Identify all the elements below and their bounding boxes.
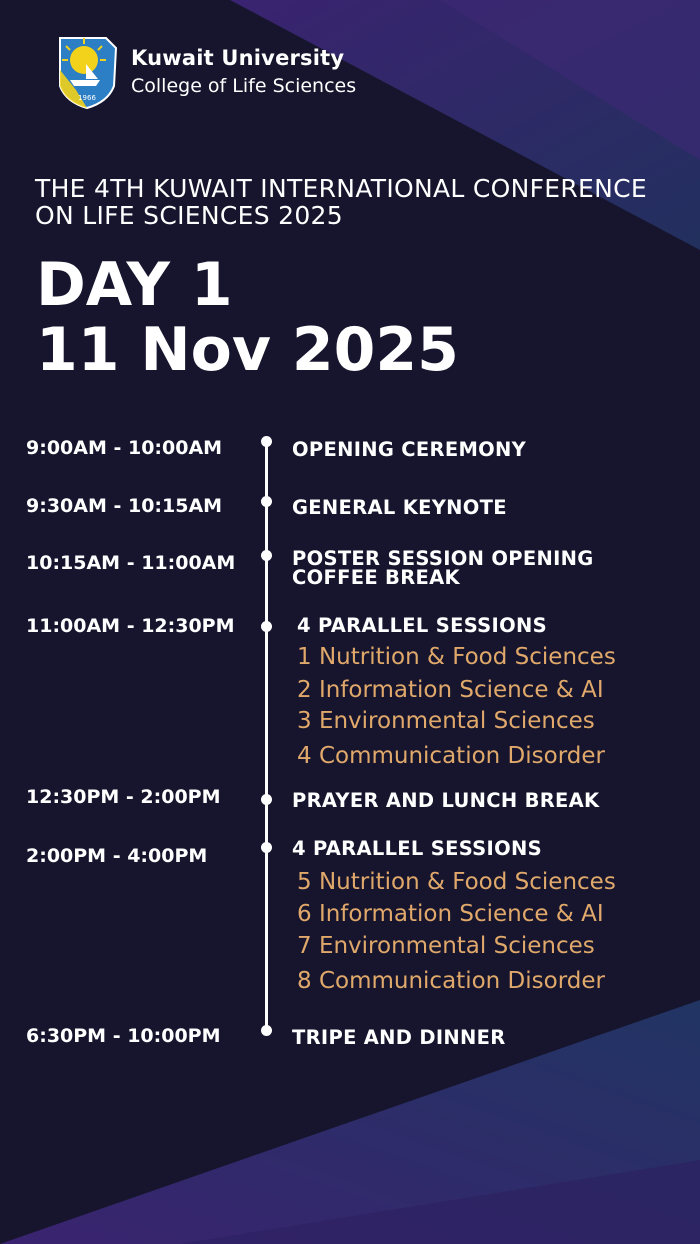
timeline-dot: [261, 550, 272, 561]
timeline-dot: [261, 842, 272, 853]
schedule-time: 10:15AM - 11:00AM: [26, 552, 236, 574]
logo-year: 1966: [78, 94, 96, 102]
timeline-dot: [261, 621, 272, 632]
session-item: 4 Communication Disorder: [297, 743, 605, 769]
session-item: 8 Communication Disorder: [297, 968, 605, 994]
day-label: DAY 1: [36, 250, 233, 320]
schedule-event: 4 PARALLEL SESSIONS: [297, 614, 547, 637]
schedule-time: 6:30PM - 10:00PM: [26, 1025, 221, 1047]
schedule-event: OPENING CEREMONY: [292, 438, 527, 461]
conference-title-line1: THE 4TH KUWAIT INTERNATIONAL CONFERENCE: [35, 174, 648, 203]
schedule-time: 12:30PM - 2:00PM: [26, 786, 221, 808]
session-item: 7 Environmental Sciences: [297, 933, 595, 959]
timeline-dot: [261, 1025, 272, 1036]
timeline-dot: [261, 496, 272, 507]
schedule-event: GENERAL KEYNOTE: [292, 496, 507, 519]
timeline-dot: [261, 436, 272, 447]
session-item: 3 Environmental Sciences: [297, 708, 595, 734]
conference-title-line2: ON LIFE SCIENCES 2025: [35, 201, 343, 230]
day-date: 11 Nov 2025: [36, 315, 459, 385]
schedule-event-line2: COFFEE BREAK: [292, 566, 460, 589]
schedule-time: 9:30AM - 10:15AM: [26, 495, 223, 517]
college-name: College of Life Sciences: [131, 75, 357, 97]
session-item: 1 Nutrition & Food Sciences: [297, 644, 616, 670]
schedule-time: 11:00AM - 12:30PM: [26, 615, 235, 637]
timeline-line: [265, 440, 268, 1032]
session-item: 6 Information Science & AI: [297, 901, 604, 927]
schedule-event: TRIPE AND DINNER: [292, 1026, 506, 1049]
schedule-time: 2:00PM - 4:00PM: [26, 845, 208, 867]
kuwait-university-logo: [56, 34, 118, 110]
schedule-event: POSTER SESSION OPENING: [292, 547, 594, 570]
timeline-dot: [261, 794, 272, 805]
schedule-time: 9:00AM - 10:00AM: [26, 437, 223, 459]
conference-title: [35, 175, 685, 229]
schedule-event: PRAYER AND LUNCH BREAK: [292, 789, 600, 812]
university-name: Kuwait University: [131, 46, 345, 70]
schedule-event: 4 PARALLEL SESSIONS: [292, 837, 542, 860]
session-item: 2 Information Science & AI: [297, 677, 604, 703]
session-item: 5 Nutrition & Food Sciences: [297, 869, 616, 895]
